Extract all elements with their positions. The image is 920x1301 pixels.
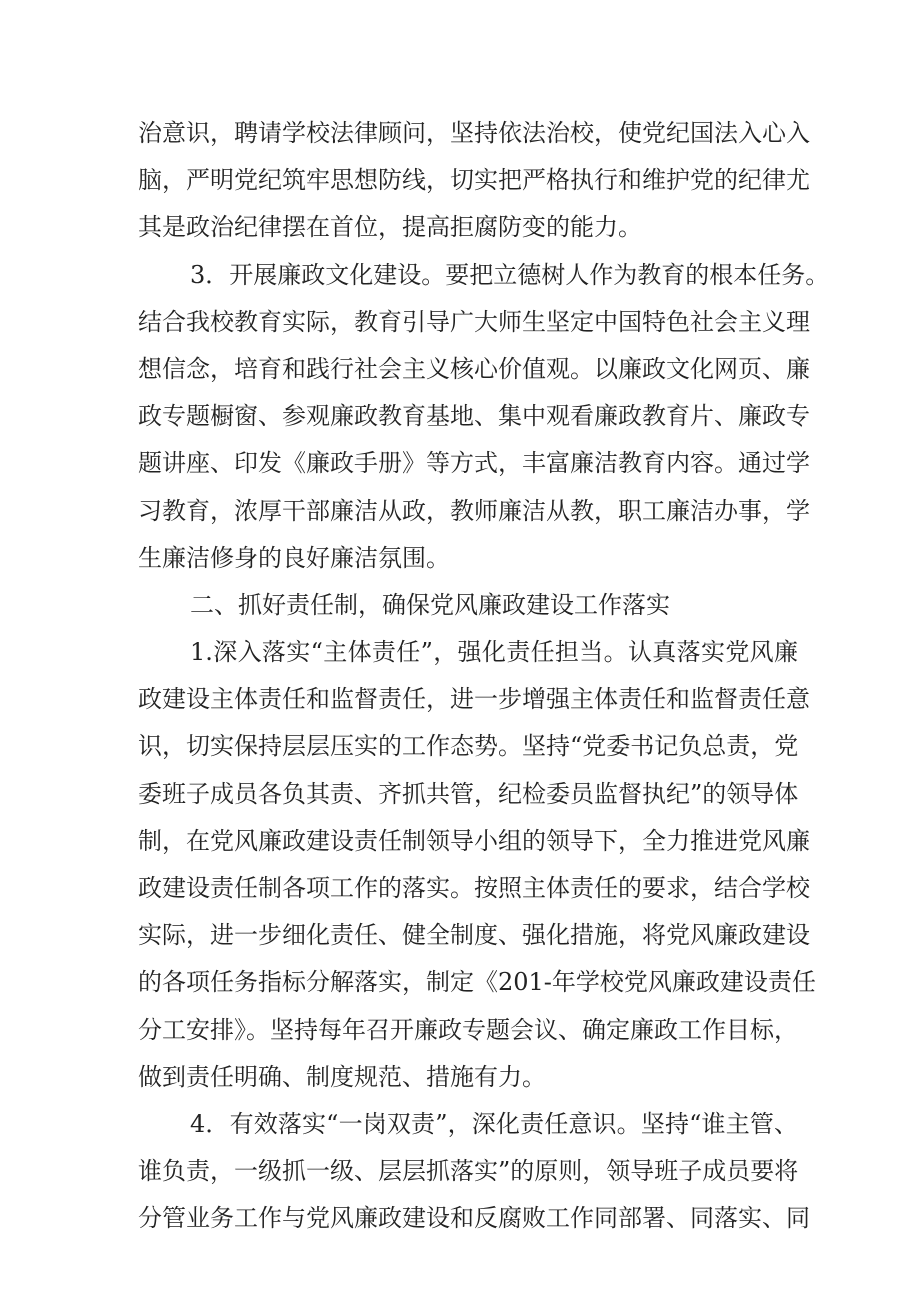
- paragraph-heading-1: 1.深入落实“主体责任”，强化责任担当。认真落实党风廉: [190, 638, 798, 667]
- text-line: 政建设责任制各项工作的落实。按照主体责任的要求，结合学校: [138, 874, 810, 902]
- text-line: 分工安排》。坚持每年召开廉政专题会议、确定廉政工作目标，: [138, 1015, 798, 1044]
- text-line: 的各项任务指标分解落实，制定《201-年学校党风廉政建设责任: [138, 968, 816, 997]
- text-line: 政建设主体责任和监督责任，进一步增强主体责任和监督责任意: [138, 685, 810, 714]
- text-line: 委班子成员各负其责、齐抓共管，纪检委员监督执纪”的领导体: [138, 779, 799, 808]
- text-line: 做到责任明确、制度规范、措施有力。: [138, 1062, 546, 1091]
- text-line: 实际，进一步细化责任、健全制度、强化措施，将党风廉政建设: [138, 921, 810, 950]
- text-line: 生廉洁修身的良好廉洁氛围。: [138, 543, 450, 572]
- text-line: 识，切实保持层层压实的工作态势。坚持“党委书记负总责，党: [138, 732, 799, 761]
- text-line: 制，在党风廉政建设责任制领导小组的领导下，全力推进党风廉: [138, 826, 810, 855]
- section-heading: 二、抓好责任制，确保党风廉政建设工作落实: [190, 590, 670, 619]
- paragraph-heading-4: 4．有效落实“一岗双责”，深化责任意识。坚持“谁主管、: [190, 1109, 798, 1138]
- text-line: 谁负责，一级抓一级、层层抓落实”的原则，领导班子成员要将: [138, 1157, 799, 1186]
- text-line: 治意识，聘请学校法律顾问，坚持依法治校，使党纪国法入心入: [138, 119, 810, 147]
- document-body: [138, 110, 830, 1243]
- text-line: 分管业务工作与党风廉政建设和反腐败工作同部署、同落实、同: [138, 1204, 810, 1233]
- text-line: 结合我校教育实际，教育引导广大师生坚定中国特色社会主义理: [138, 307, 810, 336]
- text-line: 其是政治纪律摆在首位，提高拒腐防变的能力。: [138, 213, 642, 242]
- text-line: 脑，严明党纪筑牢思想防线，切实把严格执行和维护党的纪律尤: [138, 166, 810, 195]
- text-line: 政专题橱窗、参观廉政教育基地、集中观看廉政教育片、廉政专: [138, 402, 810, 431]
- paragraph-heading-3: 3．开展廉政文化建设。要把立德树人作为教育的根本任务。: [190, 260, 830, 289]
- text-line: 想信念，培育和践行社会主义核心价值观。以廉政文化网页、廉: [138, 354, 810, 383]
- text-line: 题讲座、印发《廉政手册》等方式，丰富廉洁教育内容。通过学: [138, 449, 810, 478]
- text-line: 习教育，浓厚干部廉洁从政，教师廉洁从教，职工廉洁办事，学: [138, 496, 810, 525]
